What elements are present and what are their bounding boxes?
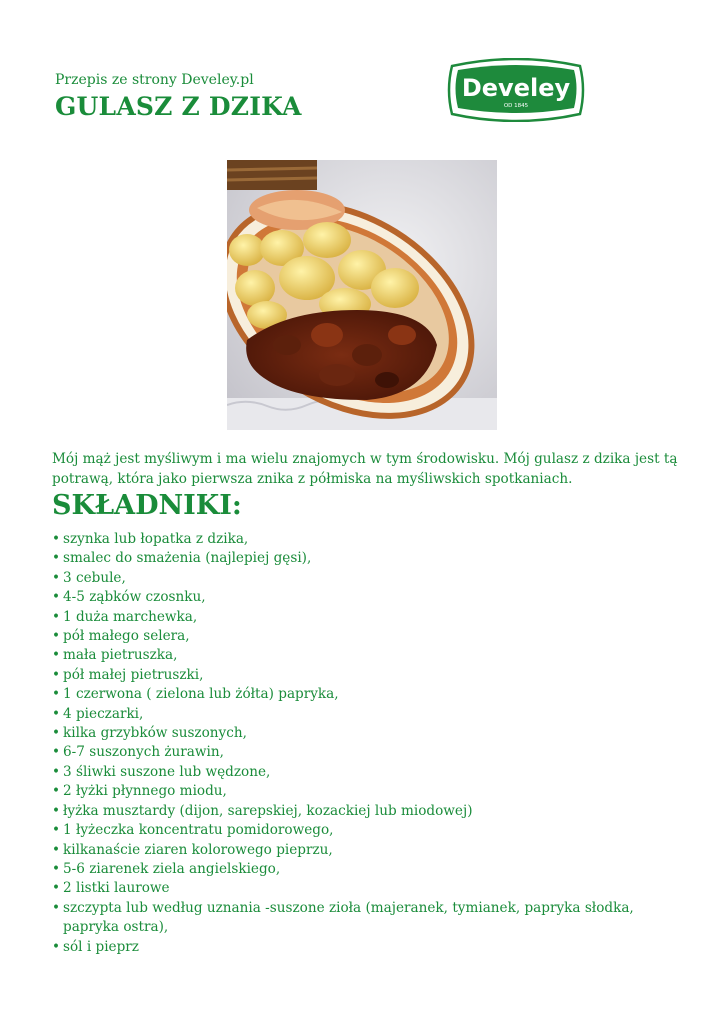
develey-logo <box>446 58 586 122</box>
ingredient-text: mała pietruszka, <box>63 647 178 664</box>
bullet-icon: • <box>52 841 61 858</box>
bullet-icon: • <box>52 686 61 703</box>
bullet-icon: • <box>52 589 61 606</box>
bullet-icon: • <box>52 860 61 877</box>
bullet-icon: • <box>52 802 61 819</box>
ingredient-text: 4 pieczarki, <box>63 705 144 722</box>
ingredient-item <box>52 724 692 743</box>
ingredient-text: pół małej pietruszki, <box>63 666 204 683</box>
ingredient-item <box>52 763 692 782</box>
ingredient-text: 6-7 suszonych żurawin, <box>63 744 224 761</box>
dish-photo <box>227 160 497 430</box>
ingredient-item <box>52 841 692 860</box>
ingredient-text: 1 łyżeczka koncentratu pomidorowego, <box>63 822 334 839</box>
ingredient-text: 2 łyżki płynnego miodu, <box>63 783 227 800</box>
bullet-icon: • <box>52 531 61 547</box>
ingredient-item <box>52 608 692 627</box>
ingredients-heading: SKŁADNIKI: <box>52 490 242 521</box>
ingredient-text: 3 śliwki suszone lub wędzone, <box>63 763 271 780</box>
ingredient-item <box>52 860 692 879</box>
recipe-title: GULASZ Z DZIKA <box>55 92 302 121</box>
ingredient-text: 1 duża marchewka, <box>63 608 198 625</box>
ingredients-list <box>52 530 692 957</box>
bullet-icon: • <box>52 705 61 722</box>
bullet-icon: • <box>52 938 61 955</box>
bullet-icon: • <box>52 608 61 625</box>
intro-text: Mój mąż jest myśliwym i ma wielu znajomych w tym środowisku. Mój gulasz z dzika jest tą potrawą, która jako pierwsza znika z półmiska na myśliwskich spotkaniach. <box>52 451 678 487</box>
ingredient-text: sól i pieprz <box>63 938 139 955</box>
bullet-icon: • <box>52 880 61 897</box>
ingredient-item <box>52 569 692 588</box>
bullet-icon: • <box>52 783 61 800</box>
ingredient-text: pół małego selera, <box>63 628 190 645</box>
ingredient-text: 3 cebule, <box>63 569 126 586</box>
ingredient-text: 2 listki laurowe <box>63 880 170 897</box>
bullet-icon: • <box>52 744 61 761</box>
bullet-icon: • <box>52 569 61 586</box>
ingredient-item <box>52 802 692 821</box>
ingredient-item <box>52 782 692 801</box>
bullet-icon: • <box>52 725 61 742</box>
ingredient-text: smalec do smażenia (najlepiej gęsi), <box>63 550 312 567</box>
bullet-icon: • <box>52 647 61 664</box>
ingredient-item <box>52 685 692 704</box>
bullet-icon: • <box>52 628 61 645</box>
bullet-icon: • <box>52 550 61 567</box>
ingredient-item <box>52 646 692 665</box>
ingredient-item <box>52 821 692 840</box>
ingredient-item <box>52 588 692 607</box>
bullet-icon: • <box>52 763 61 780</box>
ingredient-text: szczypta lub według uznania -suszone zioła (majeranek, tymianek, papryka słodka, papryka ostra), <box>63 899 634 936</box>
bullet-icon: • <box>52 822 61 839</box>
ingredient-text: łyżka musztardy (dijon, sarepskiej, kozackiej lub miodowej) <box>63 802 473 819</box>
ingredient-text: kilkanaście ziaren kolorowego pieprzu, <box>63 841 333 858</box>
ingredient-item <box>52 549 692 568</box>
ingredient-item <box>52 666 692 685</box>
ingredient-item <box>52 530 692 549</box>
logo-since-text: OD 1845 <box>503 103 529 109</box>
source-label: Przepis ze strony Develey.pl <box>55 72 254 88</box>
ingredient-item <box>52 938 692 957</box>
ingredient-text: 1 czerwona ( zielona lub żółta) papryka, <box>63 686 339 703</box>
ingredient-text: kilka grzybków suszonych, <box>63 725 247 742</box>
bullet-icon: • <box>52 899 61 916</box>
ingredient-item <box>52 627 692 646</box>
ingredient-item <box>52 899 692 938</box>
ingredient-text: 4-5 ząbków czosnku, <box>63 589 206 606</box>
ingredient-item <box>52 705 692 724</box>
ingredient-text: szynka lub łopatka z dzika, <box>63 531 249 547</box>
ingredient-text: 5-6 ziarenek ziela angielskiego, <box>63 860 281 877</box>
ingredient-item <box>52 743 692 762</box>
bullet-icon: • <box>52 666 61 683</box>
ingredient-item <box>52 879 692 898</box>
logo-brand-text: Develey <box>461 74 571 102</box>
